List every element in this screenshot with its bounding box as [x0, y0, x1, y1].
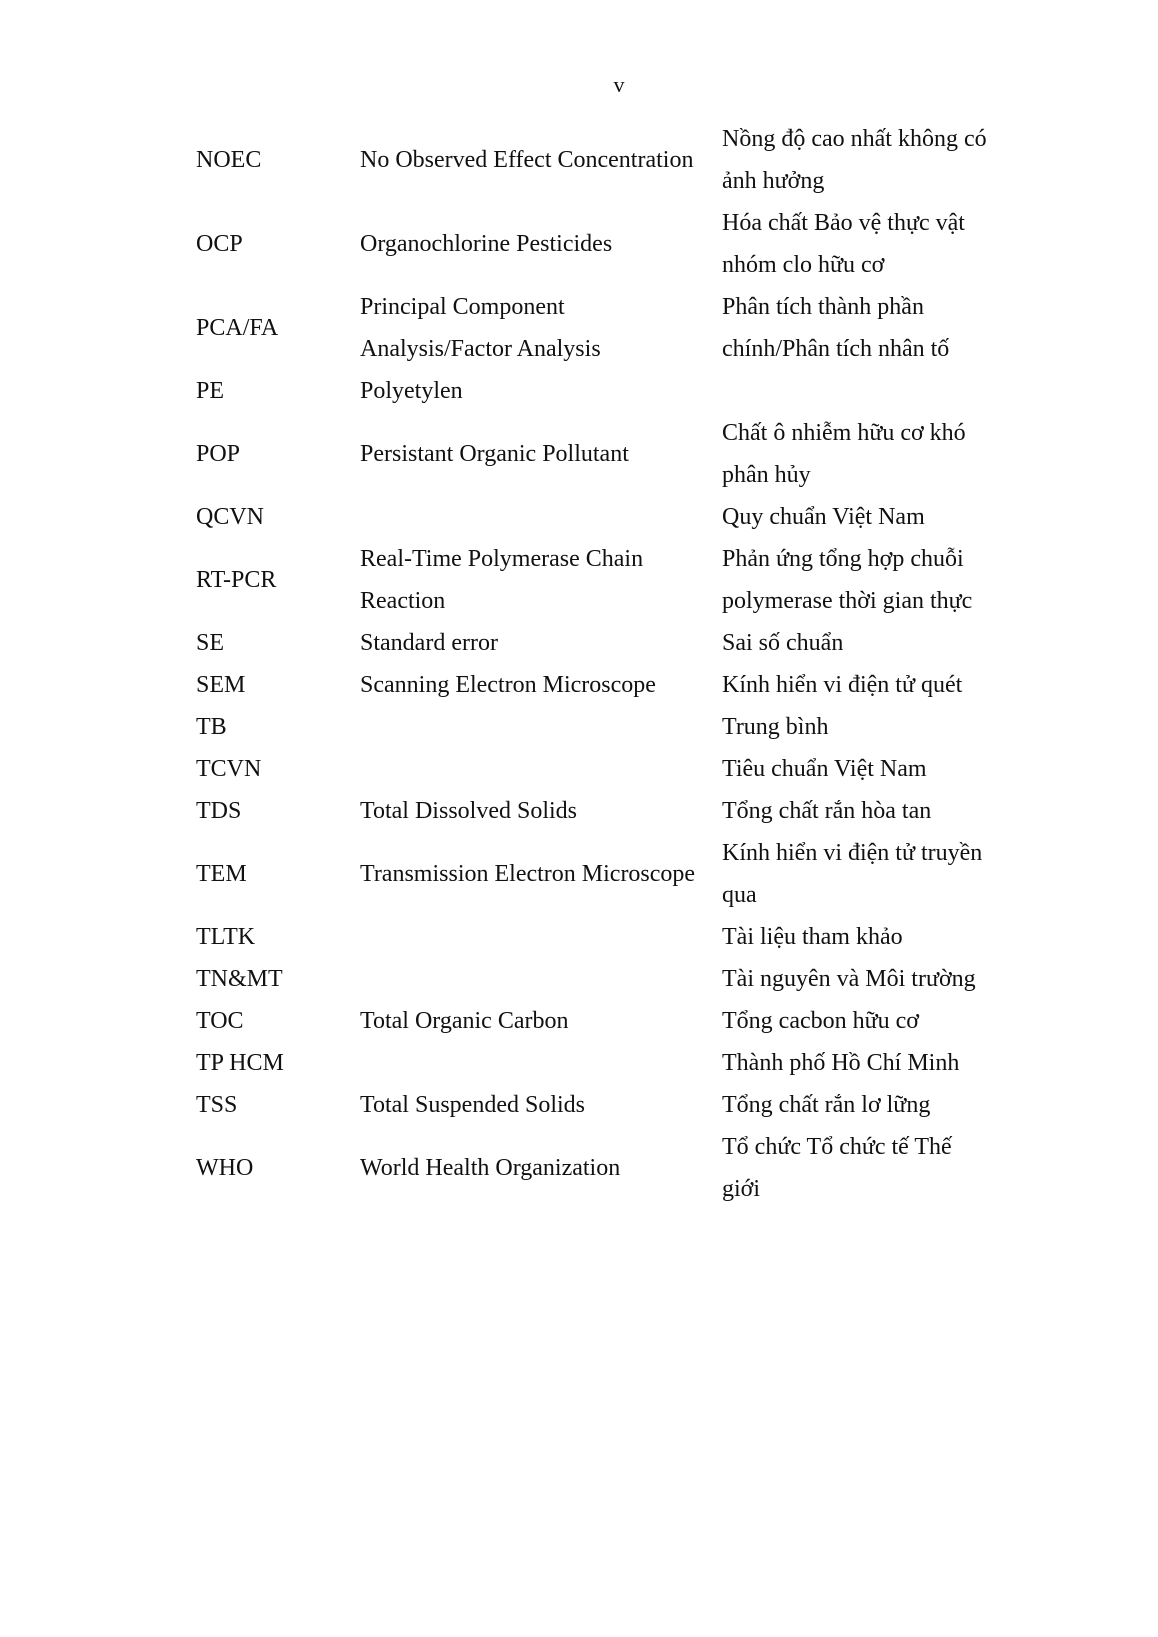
vietnamese-term-cell: Kính hiển vi điện tử truyền qua — [722, 840, 983, 908]
english-term-cell: Total Organic Carbon — [360, 1008, 569, 1034]
abbreviation-cell: SEM — [196, 672, 246, 698]
abbreviation-cell: RT-PCR — [196, 567, 277, 593]
vietnamese-term-cell: Sai số chuẩn — [722, 630, 844, 656]
english-term-cell: Principal Component Analysis/Factor Analysis — [360, 294, 601, 362]
english-term-cell: Total Suspended Solids — [360, 1092, 585, 1118]
vietnamese-term-cell: Trung bình — [722, 714, 829, 740]
vietnamese-term-cell: Tổng cacbon hữu cơ — [722, 1008, 919, 1034]
abbreviation-cell: TB — [196, 714, 227, 740]
abbreviation-cell: OCP — [196, 231, 243, 257]
page-number: v — [613, 72, 625, 97]
abbreviation-cell: TSS — [196, 1092, 238, 1118]
abbreviation-cell: SE — [196, 630, 225, 656]
table-row — [196, 1000, 1056, 1042]
abbreviation-cell: TCVN — [196, 756, 262, 782]
vietnamese-term-cell: Chất ô nhiễm hữu cơ khó phân hủy — [722, 420, 966, 488]
vietnamese-term-cell: Tổng chất rắn lơ lững — [722, 1092, 931, 1118]
table-row — [196, 412, 1056, 496]
english-term-cell: Total Dissolved Solids — [360, 798, 577, 824]
english-term-cell: Polyetylen — [360, 378, 463, 404]
abbreviation-cell: PE — [196, 378, 225, 404]
table-row — [196, 496, 1056, 538]
abbreviation-cell: NOEC — [196, 147, 262, 173]
english-term-cell: Organochlorine Pesticides — [360, 231, 613, 257]
table-row — [196, 790, 1056, 832]
table-row — [196, 538, 1056, 622]
abbreviation-cell: TN&MT — [196, 966, 283, 992]
table-row — [196, 1084, 1056, 1126]
vietnamese-term-cell: Quy chuẩn Việt Nam — [722, 504, 925, 530]
vietnamese-term-cell: Tài liệu tham khảo — [722, 924, 903, 950]
english-term-cell — [360, 748, 722, 790]
table-row — [196, 1126, 1056, 1210]
abbreviation-cell: POP — [196, 441, 241, 467]
abbreviation-table-body — [196, 118, 1056, 1210]
table-row — [196, 118, 1056, 202]
english-term-cell — [360, 706, 722, 748]
vietnamese-term-cell: Tiêu chuẩn Việt Nam — [722, 756, 927, 782]
vietnamese-term-cell: Phản ứng tổng hợp chuỗi polymerase thời gian thực — [722, 546, 973, 614]
english-term-cell: Scanning Electron Microscope — [360, 672, 656, 698]
abbreviation-cell: TP HCM — [196, 1050, 284, 1076]
table-row — [196, 706, 1056, 748]
table-row — [196, 622, 1056, 664]
table-row — [196, 370, 1056, 412]
vietnamese-term-cell — [722, 370, 1056, 412]
vietnamese-term-cell: Phân tích thành phần chính/Phân tích nhân tố — [722, 294, 950, 362]
table-row — [196, 664, 1056, 706]
english-term-cell — [360, 1042, 722, 1084]
english-term-cell: Persistant Organic Pollutant — [360, 441, 629, 467]
vietnamese-term-cell: Tổng chất rắn hòa tan — [722, 798, 932, 824]
abbreviation-table — [196, 118, 1056, 1210]
english-term-cell: World Health Organization — [360, 1155, 621, 1181]
abbreviation-cell: QCVN — [196, 504, 265, 530]
abbreviation-cell: TDS — [196, 798, 242, 824]
abbreviation-cell: TEM — [196, 861, 247, 887]
english-term-cell — [360, 958, 722, 1000]
english-term-cell: No Observed Effect Concentration — [360, 147, 694, 173]
abbreviation-cell: PCA/FA — [196, 315, 279, 341]
vietnamese-term-cell: Thành phố Hồ Chí Minh — [722, 1050, 960, 1076]
vietnamese-term-cell: Tài nguyên và Môi trường — [722, 966, 976, 992]
table-row — [196, 1042, 1056, 1084]
vietnamese-term-cell: Nồng độ cao nhất không có ảnh hưởng — [722, 126, 987, 194]
abbreviation-cell: TLTK — [196, 924, 256, 950]
english-term-cell: Standard error — [360, 630, 498, 656]
english-term-cell — [360, 916, 722, 958]
vietnamese-term-cell: Hóa chất Bảo vệ thực vật nhóm clo hữu cơ — [722, 210, 965, 278]
english-term-cell: Real-Time Polymerase Chain Reaction — [360, 546, 644, 614]
abbreviation-cell: WHO — [196, 1155, 254, 1181]
vietnamese-term-cell: Kính hiển vi điện tử quét — [722, 672, 963, 698]
vietnamese-term-cell: Tổ chức Tổ chức tế Thế giới — [722, 1134, 952, 1202]
table-row — [196, 916, 1056, 958]
table-row — [196, 832, 1056, 916]
table-row — [196, 202, 1056, 286]
table-row — [196, 748, 1056, 790]
english-term-cell: Transmission Electron Microscope — [360, 861, 696, 887]
english-term-cell — [360, 496, 722, 538]
abbreviation-cell: TOC — [196, 1008, 244, 1034]
table-row — [196, 286, 1056, 370]
table-row — [196, 958, 1056, 1000]
